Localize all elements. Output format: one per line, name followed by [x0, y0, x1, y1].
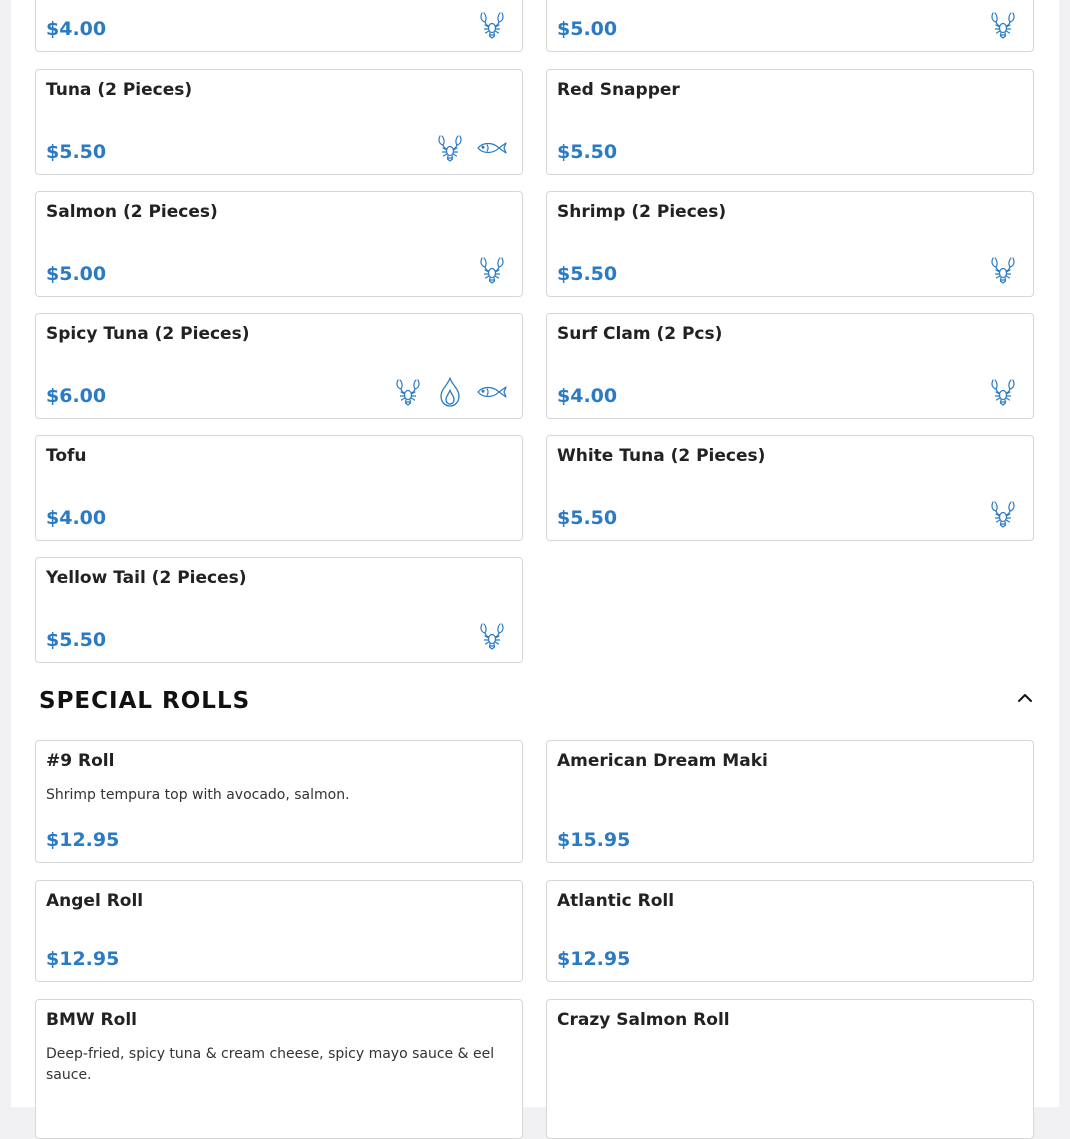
item-price: $6.00 — [46, 385, 107, 407]
item-icons — [987, 9, 1019, 41]
menu-item-card[interactable] — [546, 999, 1034, 1139]
item-icons — [987, 498, 1019, 530]
fish-icon — [476, 376, 508, 408]
fish-icon — [476, 132, 508, 164]
item-description: Deep-fried, spicy tuna & cream cheese, spicy mayo sauce & eel sauce. — [46, 1046, 495, 1083]
item-description: Shrimp tempura top with avocado, salmon. — [46, 787, 350, 803]
top-item-grid — [35, 0, 1034, 52]
item-icons — [476, 254, 508, 286]
raw-lobster-icon — [987, 254, 1019, 286]
menu-item-card[interactable] — [35, 435, 523, 541]
item-price: $5.50 — [557, 263, 618, 285]
item-name: BMW Roll — [46, 1010, 137, 1030]
menu-item-card[interactable] — [546, 69, 1034, 175]
menu-item-card[interactable] — [35, 999, 523, 1139]
item-name: Crazy Salmon Roll — [557, 1010, 730, 1030]
item-price: $5.50 — [557, 141, 618, 163]
menu-item-card[interactable] — [546, 435, 1034, 541]
special-rolls-grid — [35, 740, 1034, 1139]
menu-item-card[interactable] — [546, 313, 1034, 419]
item-name: Surf Clam (2 Pcs) — [557, 324, 723, 344]
item-price: $5.00 — [557, 18, 618, 40]
item-icons — [987, 254, 1019, 286]
item-price: $4.00 — [46, 18, 107, 40]
item-name: Angel Roll — [46, 891, 144, 911]
item-name: Tuna (2 Pieces) — [46, 80, 193, 100]
menu-item-card[interactable] — [35, 740, 523, 863]
item-icons — [392, 376, 508, 408]
item-name: Salmon (2 Pieces) — [46, 202, 218, 222]
item-price: $15.95 — [557, 829, 631, 851]
item-price: $4.00 — [46, 507, 107, 529]
menu-item-card[interactable] — [546, 880, 1034, 982]
item-name: #9 Roll — [46, 751, 115, 771]
item-price: $5.50 — [46, 629, 107, 651]
item-name: Tofu — [46, 446, 87, 466]
raw-lobster-icon — [987, 9, 1019, 41]
item-price: $12.95 — [46, 829, 120, 851]
menu-item-card[interactable] — [35, 191, 523, 297]
raw-lobster-icon — [476, 9, 508, 41]
item-name: Yellow Tail (2 Pieces) — [46, 568, 247, 588]
item-name: Atlantic Roll — [557, 891, 675, 911]
raw-lobster-icon — [476, 254, 508, 286]
item-price: $5.00 — [46, 263, 107, 285]
chevron-up-icon[interactable] — [1015, 688, 1035, 708]
raw-lobster-icon — [987, 376, 1019, 408]
item-price: $12.95 — [557, 948, 631, 970]
menu-item-card[interactable] — [35, 880, 523, 982]
item-name: Red Snapper — [557, 80, 680, 100]
raw-lobster-icon — [987, 498, 1019, 530]
nigiri-item-grid — [35, 69, 1034, 663]
menu-page — [11, 0, 1059, 1107]
menu-item-card[interactable] — [546, 0, 1034, 52]
menu-item-card[interactable] — [35, 69, 523, 175]
item-name: American Dream Maki — [557, 751, 768, 771]
item-price: $4.00 — [557, 385, 618, 407]
item-price: $5.50 — [46, 141, 107, 163]
raw-lobster-icon — [434, 132, 466, 164]
menu-item-card[interactable] — [35, 557, 523, 663]
raw-lobster-icon — [392, 376, 424, 408]
item-icons — [476, 9, 508, 41]
section-title-special-rolls: SPECIAL ROLLS — [39, 688, 251, 714]
spicy-flame-icon — [434, 376, 466, 408]
menu-item-card[interactable] — [35, 313, 523, 419]
menu-item-card[interactable] — [546, 191, 1034, 297]
item-icons — [476, 620, 508, 652]
raw-lobster-icon — [476, 620, 508, 652]
item-name: White Tuna (2 Pieces) — [557, 446, 766, 466]
item-price: $5.50 — [557, 507, 618, 529]
item-icons — [434, 132, 508, 164]
item-price: $12.95 — [46, 948, 120, 970]
item-name: Spicy Tuna (2 Pieces) — [46, 324, 250, 344]
item-name: Shrimp (2 Pieces) — [557, 202, 727, 222]
menu-item-card[interactable] — [35, 0, 523, 52]
item-icons — [987, 376, 1019, 408]
menu-item-card[interactable] — [546, 740, 1034, 863]
